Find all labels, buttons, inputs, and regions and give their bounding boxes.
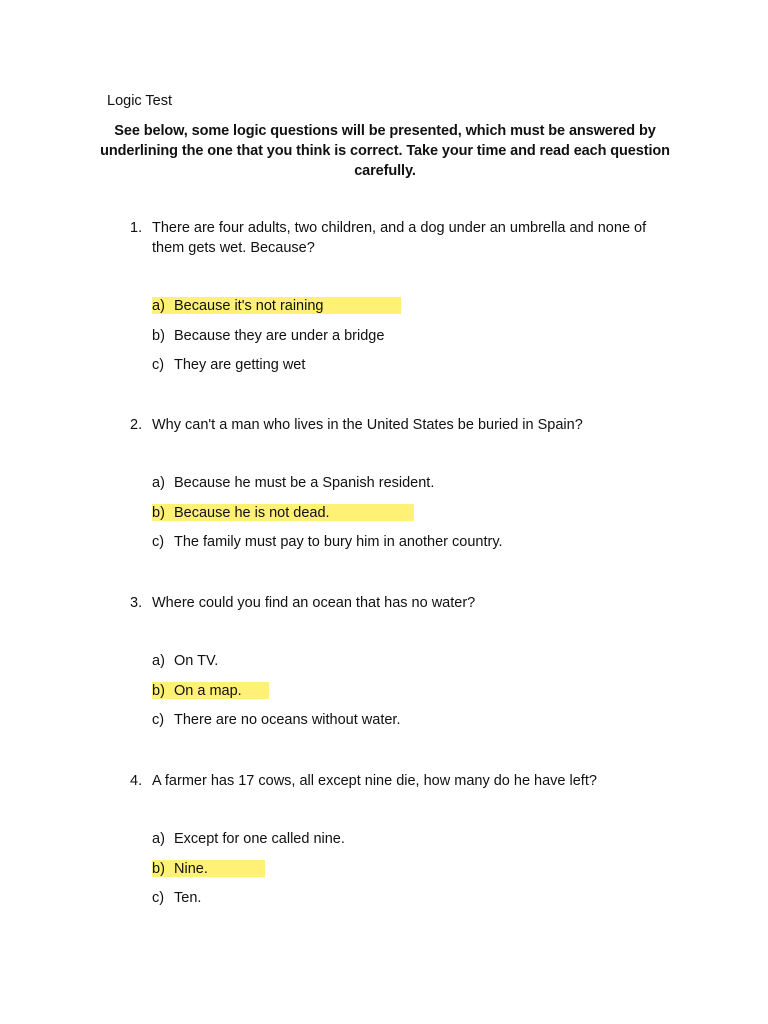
option-letter: a) xyxy=(152,653,165,669)
option-letter: b) xyxy=(152,327,165,344)
option-letter: b) xyxy=(152,504,165,521)
option-b[interactable] xyxy=(152,326,675,346)
option-text: Because he must be a Spanish resident. xyxy=(174,475,435,491)
option-text: Ten. xyxy=(174,890,202,906)
option-text: Nine. xyxy=(174,860,208,877)
option-c[interactable] xyxy=(152,355,675,375)
option-a[interactable] xyxy=(152,296,675,316)
option-text: There are no oceans without water. xyxy=(174,712,401,728)
option-text: Because they are under a bridge xyxy=(174,327,385,344)
option-text: On a map. xyxy=(174,682,242,699)
option-letter: c) xyxy=(152,712,165,728)
option-text: On TV. xyxy=(174,653,219,669)
option-a[interactable] xyxy=(152,651,675,671)
question-number: 1. xyxy=(130,220,143,236)
option-text: They are getting wet xyxy=(174,357,306,373)
option-letter: b) xyxy=(152,860,165,877)
option-text: Because he is not dead. xyxy=(174,504,330,521)
question-2 xyxy=(130,415,675,562)
option-text: Except for one called nine. xyxy=(174,831,345,847)
question-text: There are four adults, two children, and a dog under an umbrella and none of them gets wet. Because? xyxy=(152,220,647,256)
option-c[interactable] xyxy=(152,888,675,908)
option-b[interactable] xyxy=(152,503,675,523)
options-list xyxy=(152,473,675,552)
option-b[interactable] xyxy=(152,681,675,701)
question-number: 3. xyxy=(130,595,143,611)
instructions-paragraph: See below, some logic questions will be presented, which must be answered by underlining the one that you think is correct. Take your time and read each question carefully. xyxy=(100,123,670,179)
options-list xyxy=(152,296,675,375)
option-a[interactable] xyxy=(152,473,675,493)
option-letter: a) xyxy=(152,475,165,491)
option-c[interactable] xyxy=(152,710,675,730)
option-c[interactable] xyxy=(152,532,675,552)
question-number: 2. xyxy=(130,417,143,433)
question-3 xyxy=(130,593,675,740)
document-title: Logic Test xyxy=(107,93,173,109)
question-number: 4. xyxy=(130,773,143,789)
option-letter: b) xyxy=(152,682,165,699)
question-1 xyxy=(130,218,675,385)
option-text: The family must pay to bury him in another country. xyxy=(174,534,503,550)
option-letter: c) xyxy=(152,357,165,373)
question-text: Why can't a man who lives in the United States be buried in Spain? xyxy=(152,417,583,433)
option-letter: a) xyxy=(152,831,165,847)
option-letter: c) xyxy=(152,890,165,906)
option-letter: a) xyxy=(152,298,165,314)
question-4 xyxy=(130,771,675,918)
option-text: Because it's not raining xyxy=(174,298,324,314)
options-list xyxy=(152,651,675,730)
options-list xyxy=(152,829,675,908)
option-b[interactable] xyxy=(152,859,675,879)
option-a[interactable] xyxy=(152,829,675,849)
question-text: Where could you find an ocean that has no water? xyxy=(152,595,476,611)
option-letter: c) xyxy=(152,534,165,550)
question-text: A farmer has 17 cows, all except nine die, how many do he have left? xyxy=(152,773,597,789)
